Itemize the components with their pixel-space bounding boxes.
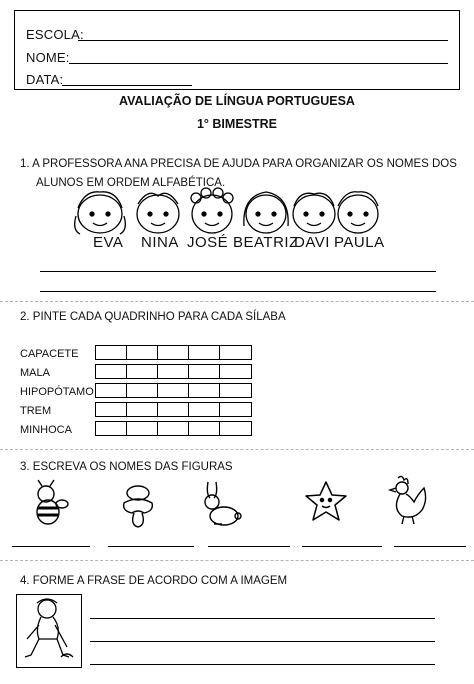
answer-line[interactable]	[40, 291, 436, 292]
sentence-answer-line[interactable]	[90, 641, 435, 642]
child-face-icon	[137, 193, 179, 233]
school-field[interactable]	[78, 40, 448, 41]
figure-answer-line[interactable]	[394, 546, 466, 547]
child-face-icon	[191, 188, 233, 233]
syllable-boxes[interactable]	[95, 364, 252, 379]
school-label: ESCOLA:	[26, 27, 84, 42]
question-1-line-2: ALUNOS EM ORDEM ALFABÉTICA.	[36, 177, 226, 189]
bee-icon	[28, 484, 68, 528]
section-divider	[0, 449, 474, 450]
student-name: EVA	[93, 234, 124, 251]
page-subtitle: 1° BIMESTRE	[196, 117, 277, 131]
syllable-boxes[interactable]	[95, 345, 252, 360]
name-field[interactable]	[69, 63, 448, 64]
section-divider	[0, 301, 474, 302]
child-face-icon	[293, 193, 335, 233]
student-name: JOSÉ	[187, 234, 229, 251]
sentence-image-frame	[16, 594, 82, 668]
figure-answer-line[interactable]	[108, 546, 194, 547]
child-face-icon	[75, 192, 126, 234]
student-name: NINA	[141, 234, 179, 251]
word-label: HIPOPÓTAMO	[20, 386, 94, 398]
figure-answer-line[interactable]	[12, 546, 90, 547]
syllable-boxes[interactable]	[95, 383, 252, 398]
date-label: DATA:	[26, 72, 64, 87]
section-divider	[0, 560, 474, 561]
date-field[interactable]	[62, 85, 192, 86]
word-label: MALA	[20, 367, 50, 379]
sentence-answer-line[interactable]	[90, 664, 435, 665]
question-3-prompt: 3. ESCREVA OS NOMES DAS FIGURAS	[20, 461, 233, 473]
child-crouching-illustration	[17, 595, 81, 667]
answer-line[interactable]	[40, 271, 436, 272]
child-face-icon	[338, 192, 378, 233]
student-name: PAULA	[334, 234, 385, 251]
syllable-boxes[interactable]	[95, 402, 252, 417]
student-name: DAVI	[294, 234, 330, 251]
figure-answer-line[interactable]	[208, 546, 290, 547]
star-icon	[304, 480, 348, 524]
rooster-icon	[384, 474, 430, 528]
question-2-prompt: 2. PINTE CADA QUADRINHO PARA CADA SÍLABA	[20, 311, 286, 323]
page-title: AVALIAÇÃO DE LÍNGUA PORTUGUESA	[119, 94, 355, 108]
word-label: MINHOCA	[20, 424, 72, 436]
question-4-prompt: 4. FORME A FRASE DE ACORDO COM A IMAGEM	[20, 575, 288, 587]
name-label: NOME:	[26, 50, 70, 65]
child-face-icon	[244, 192, 288, 233]
student-name: BEATRIZ	[233, 234, 299, 251]
word-label: CAPACETE	[20, 348, 79, 360]
syllable-boxes[interactable]	[95, 421, 252, 436]
rabbit-icon	[200, 480, 242, 528]
sentence-answer-line[interactable]	[90, 618, 435, 619]
question-1-line-1: 1. A PROFESSORA ANA PRECISA DE AJUDA PARA ORGANIZAR OS NOMES DOS	[20, 158, 457, 170]
word-label: TREM	[20, 405, 52, 417]
pacifier-icon	[118, 485, 158, 529]
student-info-box	[14, 10, 460, 90]
figure-answer-line[interactable]	[302, 546, 382, 547]
